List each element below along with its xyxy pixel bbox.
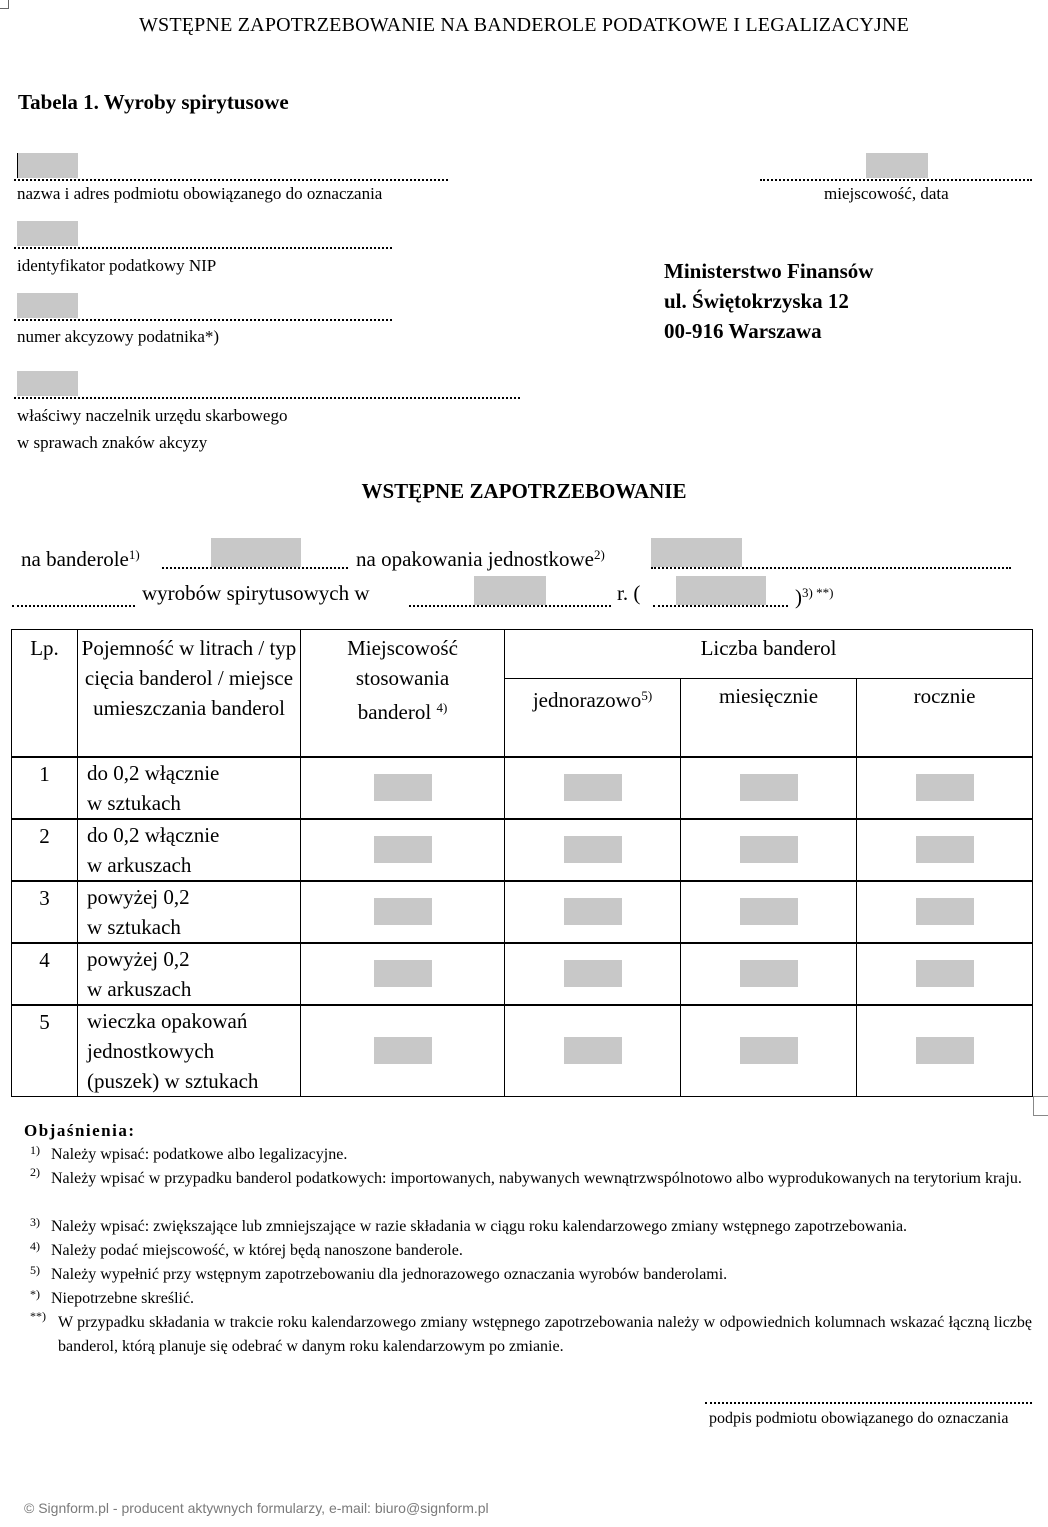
text-cursor [17,153,18,178]
tax-office-caption-line2: w sprawach znaków akcyzy [17,433,208,452]
products-label: wyrobów spirytusowych w [142,581,370,605]
recipient-street: ul. Świętokrzyska 12 [664,289,849,313]
section-title: WSTĘPNE ZAPOTRZEBOWANIE [361,479,687,503]
footer-text: © Signform.pl - producent aktywnych formularzy, e-mail: biuro@signform.pl [24,1500,489,1516]
monthly-cell [681,881,857,943]
note-item: *) Niepotrzebne skreślić. [30,1287,195,1307]
place-input[interactable] [374,1037,432,1064]
table-title: Tabela 1. Wyroby spirytusowe [18,90,289,114]
place-cell [301,1005,505,1097]
monthly-cell [681,757,857,819]
once-cell [505,819,681,881]
once-input[interactable] [564,898,622,925]
note-item: 3) Należy wpisać: zwiększające lub zmniejszające w razie składania w ciągu roku kalendarzowego zmiany wstępnego zapotrzebowania. [30,1215,908,1235]
monthly-input[interactable] [740,1037,798,1064]
note-item: 4) Należy podać miejscowość, w której będą nanoszone banderole. [30,1239,463,1259]
row-lp: 4 [12,943,78,1005]
place-cell [301,757,505,819]
monthly-cell [681,1005,857,1097]
entity-name-input[interactable] [17,153,78,178]
note-item: 1) Należy wpisać: podatkowe albo legalizacyjne. [30,1143,348,1163]
header-lp: Lp. [12,630,78,757]
yearly-cell [857,881,1033,943]
header-count-group: Liczba banderol [505,630,1033,679]
year-label: r. ( [617,581,641,605]
change-type-close: )$^{3) **)}$ [795,585,834,609]
row-lp: 3 [12,881,78,943]
page-corner-marker [1033,1096,1048,1116]
row-lp: 5 [12,1005,78,1097]
note-item: 5) Należy wypełnić przy wstępnym zapotrzebowaniu dla jednorazowego oznaczania wyrobów banderolami. [30,1263,728,1283]
yearly-input[interactable] [916,774,974,801]
excise-number-dotted-line [14,319,392,321]
once-input[interactable] [564,960,622,987]
row-lp: 1 [12,757,78,819]
document-title: WSTĘPNE ZAPOTRZEBOWANIE NA BANDEROLE PODATKOWE I LEGALIZACYJNE [138,14,910,36]
nip-caption: identyfikator podatkowy NIP [17,256,217,275]
entity-name-dotted-line [14,179,448,181]
banderole-demand-table [11,629,1033,1097]
banderole-type-dotted-line [162,567,348,569]
yearly-input[interactable] [916,836,974,863]
table-header-row [12,630,1033,679]
monthly-input[interactable] [740,898,798,925]
monthly-input[interactable] [740,960,798,987]
monthly-cell [681,819,857,881]
year-dotted-line [409,605,611,607]
place-date-caption: miejscowość, data [824,184,949,203]
row-description: do 0,2 włącznie w arkuszach [78,819,301,881]
note-item: **) W przypadku składania w trakcie roku kalendarzowego zmiany wstępnego zapotrzebowania należy w odpowiednich kolumnach wskazać łączną liczbę banderol, którą planuje się odebrać w danym roku kalendarzowym po zmianie. [30,1309,1032,1355]
monthly-input[interactable] [740,836,798,863]
row-description: do 0,2 włącznie w sztukach [78,757,301,819]
once-input[interactable] [564,836,622,863]
yearly-cell [857,1005,1033,1097]
once-cell [505,1005,681,1097]
row-description: wieczka opakowań jednostkowych (puszek) w sztukach [78,1005,301,1097]
place-cell [301,943,505,1005]
header-capacity: Pojemność w litrach / typ cięcia banderol / miejsce umieszczania banderol [78,630,301,757]
once-cell [505,943,681,1005]
header-yearly: rocznie [857,679,1033,757]
yearly-cell [857,943,1033,1005]
place-date-dotted-line [760,179,1032,181]
monthly-input[interactable] [740,774,798,801]
header-once: jednorazowo$^{5)}$ [505,679,681,757]
products-prefix-dotted-line [12,605,135,607]
banderole-label: na banderole$^{1)}$ [21,547,140,571]
table-row [12,757,1033,819]
monthly-cell [681,943,857,1005]
header-monthly: miesięcznie [681,679,857,757]
recipient-city: 00-916 Warszawa [664,319,822,343]
yearly-input[interactable] [916,960,974,987]
place-input[interactable] [374,774,432,801]
packaging-type-dotted-line [651,567,1011,569]
yearly-input[interactable] [916,898,974,925]
signature-caption: podpis podmiotu obowiązanego do oznaczania [709,1410,1009,1427]
table-row [12,1005,1033,1097]
tax-office-input[interactable] [17,371,78,396]
yearly-input[interactable] [916,1037,974,1064]
notes-title: Objaśnienia: [24,1121,136,1140]
place-input[interactable] [374,898,432,925]
place-date-input[interactable] [866,153,928,178]
banderole-type-input[interactable] [211,538,301,567]
recipient-address [664,256,873,346]
place-cell [301,881,505,943]
table-row [12,881,1033,943]
packaging-type-input[interactable] [651,538,742,567]
nip-dotted-line [14,247,392,249]
nip-input[interactable] [17,221,78,246]
row-description: powyżej 0,2 w arkuszach [78,943,301,1005]
tax-office-caption-line1: właściwy naczelnik urzędu skarbowego [17,406,288,425]
change-type-dotted-line [653,605,788,607]
excise-number-caption: numer akcyzowy podatnika*) [17,327,220,346]
row-lp: 2 [12,819,78,881]
once-input[interactable] [564,1037,622,1064]
tax-office-dotted-line [14,397,520,399]
row-description: powyżej 0,2 w sztukach [78,881,301,943]
table-row [12,943,1033,1005]
packaging-label: na opakowania jednostkowe$^{2)}$ [356,547,605,571]
note-item: 2) Należy wpisać w przypadku banderol podatkowych: importowanych, nabywanych wewnątrzwspólnotowo albo wyprodukowanych na terytorium kraju. [30,1165,1022,1187]
once-input[interactable] [564,774,622,801]
change-type-input[interactable] [676,576,766,605]
year-input[interactable] [474,576,546,605]
once-cell [505,757,681,819]
entity-name-caption: nazwa i adres podmiotu obowiązanego do oznaczania [17,184,383,203]
place-input[interactable] [374,836,432,863]
header-place: Miejscowość stosowania banderol $^{4)}$ [301,630,505,757]
yearly-cell [857,819,1033,881]
page-corner-marker [0,0,9,9]
recipient-name: Ministerstwo Finansów [664,259,874,283]
once-cell [505,881,681,943]
excise-number-input[interactable] [17,293,78,318]
table-row [12,819,1033,881]
yearly-cell [857,757,1033,819]
place-input[interactable] [374,960,432,987]
place-cell [301,819,505,881]
signature-dotted-line [705,1402,1032,1404]
